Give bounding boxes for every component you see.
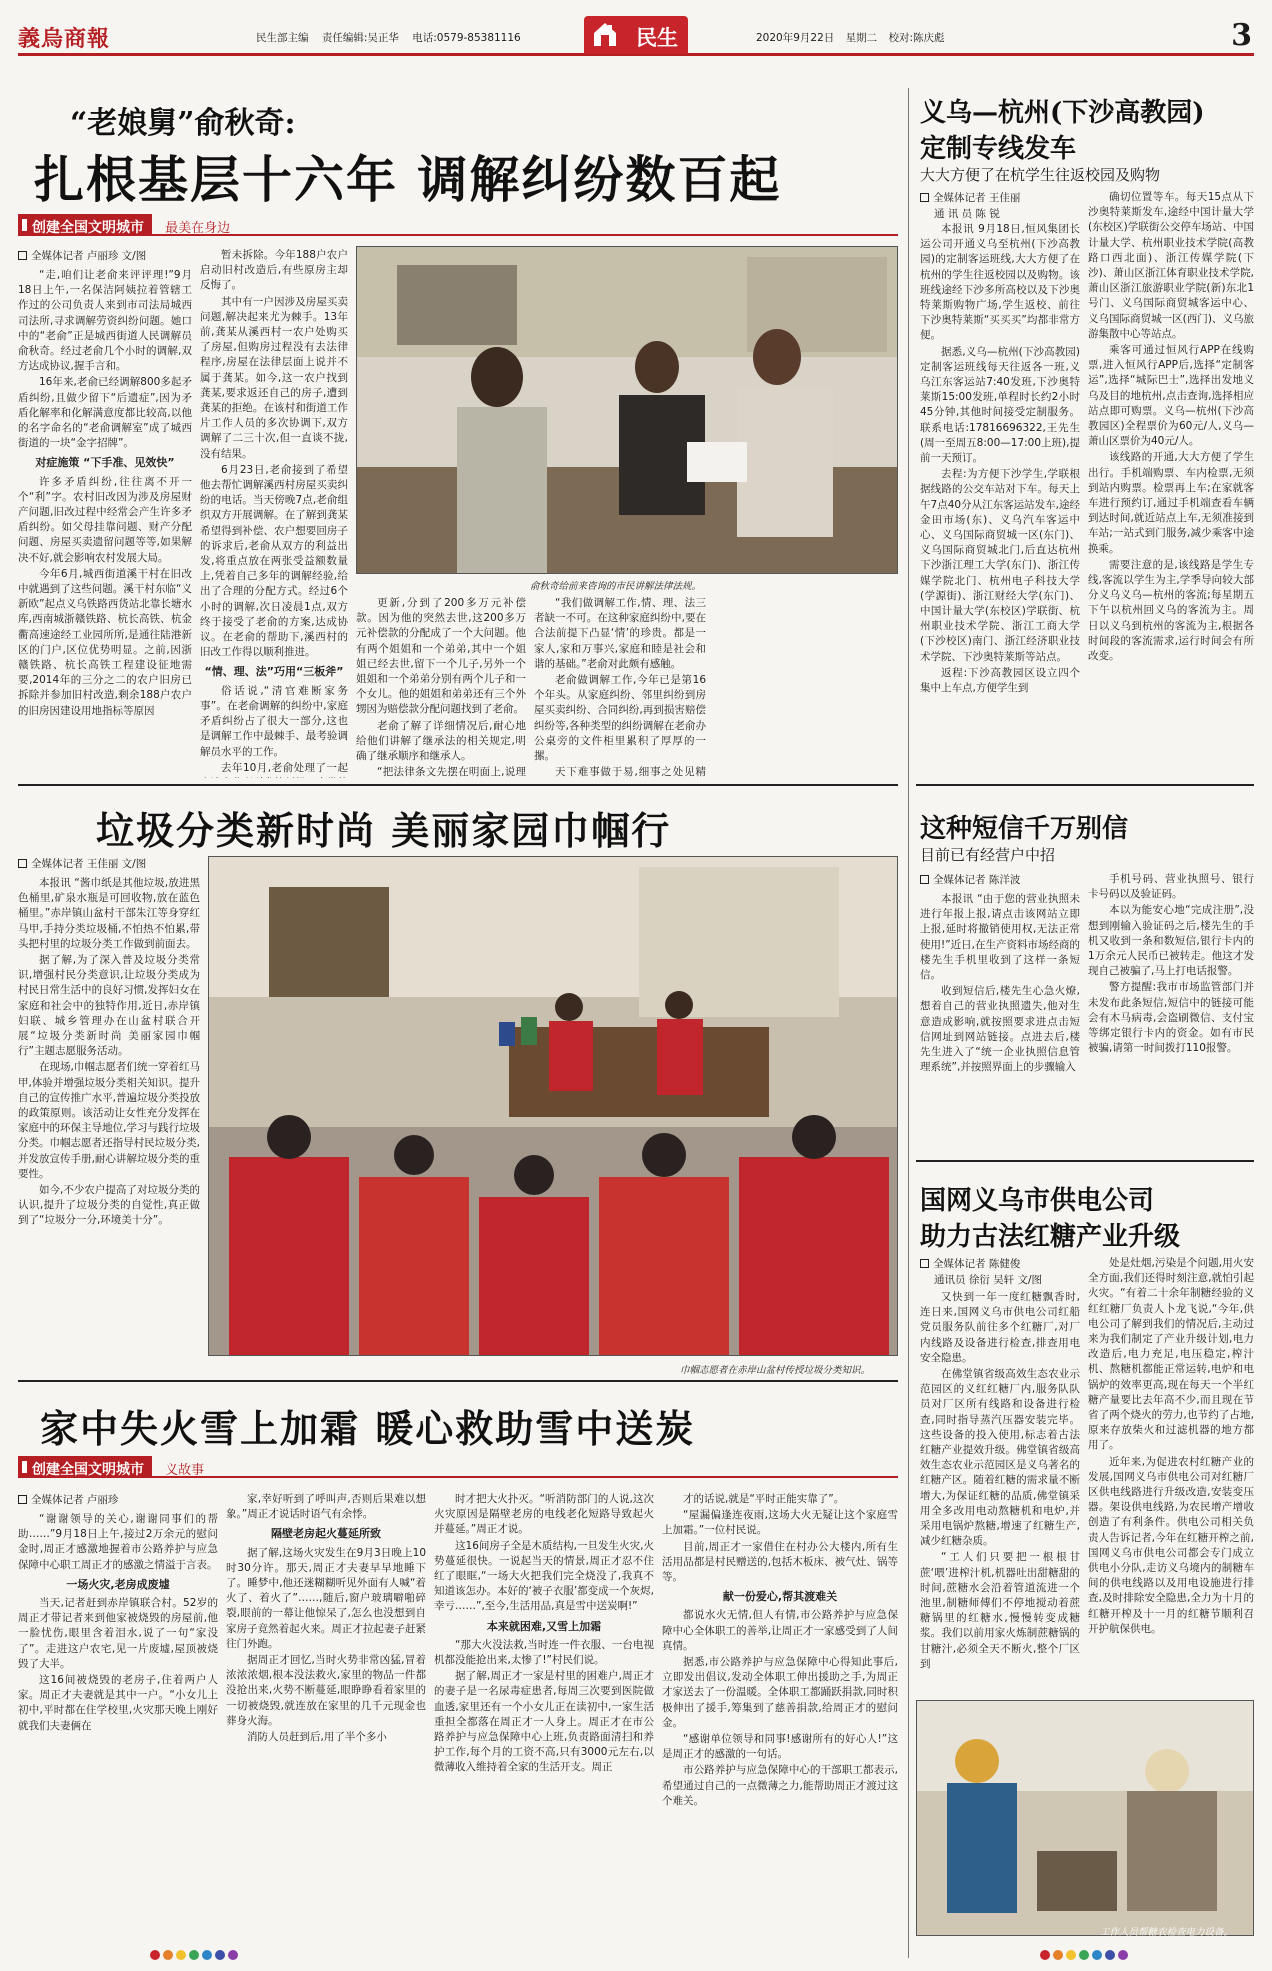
paragraph: 俗话说,“清官难断家务事”。在老俞调解的纠纷中,家庭矛盾纠纷占了很大一部分,这也是调解工作中最棘手、最考验调解员水平的工作。 <box>200 684 348 758</box>
story3-column-2 <box>1088 872 1254 1154</box>
story1-column-4 <box>534 596 706 778</box>
paragraph: 该线路的开通,大大方便了学生出行。手机端购票、车内检票,无须到站内购票。检票再上车;在家就客车进行预约订,通过手机端查看车辆到达时间,就近站点上车,无须准接到车站;一站式到门服务,减少乘客中途换乘。 <box>1088 451 1254 555</box>
paragraph: 如今,不少农户提高了对垃圾分类的认识,提升了垃圾分类的自觉性,真正做到了“垃圾分一分,环境美十分”。 <box>18 1184 200 1227</box>
story1-column-2 <box>200 248 348 778</box>
story6-column-2 <box>226 1492 426 1942</box>
story5-caption: 工作人员帮糖农检查电力设备。 <box>1100 1927 1234 1938</box>
masthead <box>18 18 1254 56</box>
editor: 民生部主编 <box>256 32 309 44</box>
paragraph: 16年来,老俞已经调解800多起矛盾纠纷,且做少留下“后遗症”,因为矛盾化解率和化解满意度都比较高,以他的名字命名的“老俞调解室”成了城西街道的一块“金字招牌”。 <box>18 376 192 450</box>
mediation-scene-image <box>357 247 898 574</box>
story1-caption: 俞秋奇给前来咨询的市民讲解法律法规。 <box>530 581 702 592</box>
paragraph: 老俞做调解工作,今年已是第16个年头。从家庭纠纷、邻里纠纷到房屋买卖纠纷、合同纠纷,再到损害赔偿纠纷等,各种类型的纠纷调解在老俞办公桌旁的文件柜里累积了厚厚的一摞。 <box>534 674 706 763</box>
paragraph: 去程:为方便下沙学生,学联根据线路的公交车站对下车。每天上午7点40分从江东客运站发车,途经金田市场(东)、义乌汽车客运中心、义乌国际商贸城一区(东门)、义乌国际商贸城北门,后直达杭州下沙浙江理工大学(东门)、浙江传媒学院北门、杭州电子科技大学(学源街)、浙江财经大学(东门)、中国计量大学(东校区)学联街、杭州职业技术学院、浙江工商大学(下沙校区)南门、浙江经济职业技术学院、下沙奥特莱斯等站点。 <box>920 468 1080 663</box>
story1-section-sub: 最美在身边 <box>165 221 231 236</box>
paragraph: 据悉,义乌—杭州(下沙高教园)定制客运班线每天往返各一班,义乌江东客运站7:40发班,下沙奥特莱斯15:00发班,单程时长约2小时45分钟,其他时间接受定制服务。联系电话:17816696322,王先生(周一至周五8:00—17:00上班),提前一天预订。 <box>920 345 1080 465</box>
footer-dots-left <box>150 1950 238 1960</box>
story5-column-2 <box>1088 1256 1254 1686</box>
section-name: 民生 <box>636 26 678 50</box>
paragraph: “那大火没法救,当时连一件衣服、一台电视机都没能抢出来,太惨了!”村民们说。 <box>434 1638 654 1667</box>
paragraph: 在佛堂镇省级高效生态农业示范园区的义红红糖厂内,服务队队员对厂区所有线路和设备进行检查,同时指导蒸汽压器安装完毕。这些设备的投入使用,标志着古法红糖产业提效升级。佛堂镇省级高效生态农业示范园区是义乌著名的红糖产区。随着红糖的需求量不断增大,为保证红糖的品质,佛堂镇采用全多改用电动熬糖机和电炉,并采用电锅炉熬糖,增速了红糖生产,减少红糖杂质。 <box>920 1368 1080 1548</box>
paragraph: 手机号码、营业执照号、银行卡号码以及验证码。 <box>1088 873 1254 901</box>
paragraph: 乘客可通过恒风行APP在线购票,进入恒风行APP后,选择“定制客运”,选择“城际巴士”,选择出发地义乌及目的地杭州,点击查询,选择相应站点即可购票。义乌—杭州(下沙高教园区)全程票价为60元/人,义乌—萧山区票价为40元/人。 <box>1088 344 1254 448</box>
phone: 电话:0579-85381116 <box>412 32 521 44</box>
paragraph: 需要注意的是,该线路是学生专线,客流以学生为主,学季导向较大部分义乌义乌—杭州的客流;每星期五下午以杭州回义乌的客流为主。周日以义乌到杭州的客流为主,根据各时间段的客流需求,运行时间会有所改变。 <box>1088 558 1254 663</box>
subhead: 一场火灾,老房成废墟 <box>66 1577 170 1591</box>
story4-caption: 巾帼志愿者在赤岸山盆村传授垃圾分类知识。 <box>680 1365 871 1376</box>
paragraph: 暂未拆除。今年188户农户启动旧村改造后,有些原房主却反悔了。 <box>200 249 348 292</box>
story5-headline: 国网义乌市供电公司 <box>920 1186 1155 1216</box>
paragraph: 老俞了解了详细情况后,耐心地给他们讲解了继承法的相关规定,明确了继承顺序和继承人。 <box>356 719 526 763</box>
paragraph: “谢谢领导的关心,谢谢同事们的帮助……”9月18日上午,接过2万余元的慰问金时,周正才感激地握着市公路养护与应急保障中心职工周正才的感激之情溢于言表。 <box>18 1513 218 1571</box>
story4-byline: 全媒体记者 王佳丽 文/图 <box>18 856 146 871</box>
duty-editor: 责任编辑:吴正华 <box>321 32 399 44</box>
story4-headline: 垃圾分类新时尚 美丽家园巾帼行 <box>96 808 672 853</box>
story2-byline-2: 通 讯 员 陈 锐 <box>934 208 1000 220</box>
subhead: “情、理、法”巧用“三板斧” <box>204 665 344 679</box>
section-rule <box>18 1380 898 1382</box>
paragraph: 6月23日,老俞接到了希望他去帮忙调解溪西村房屋买卖纠纷的电话。当天傍晚7点,老俞组织双方开展调解。在了解到龚某希望得到补偿、农户想要回房子的诉求后,老俞从双方的利益出发,将重点放在两张受益额数量上,凭着自己多年的调解经验,给出了合理的分配方式。经过6个小时的调解,次日凌晨1点,双方终于接受了老俞的方案,达成协议。在老俞的帮助下,溪西村的旧改工作得以顺利推进。 <box>200 463 348 659</box>
story2-headline: 义乌—杭州(下沙高教园) <box>920 98 1205 128</box>
section-badge <box>584 16 688 54</box>
story6-byline: 全媒体记者 卢丽珍 <box>18 1492 118 1507</box>
paragraph: “我们做调解工作,情、理、法三者缺一不可。在这种家庭纠纷中,要在合法前提下凸显‘情’的珍贵。都是一家人,家和万事兴,家庭和睦是社会和谐的基础。”老俞对此颇有感触。 <box>534 597 706 670</box>
story5-photo <box>916 1700 1254 1936</box>
weekday: 星期二 <box>845 32 878 44</box>
story6-section-bar <box>18 1456 898 1478</box>
paragraph: 家,幸好听到了呼叫声,否则后果难以想象。”周正才说话时语气有余悸。 <box>226 1493 426 1521</box>
paragraph: 据了解,为了深入普及垃圾分类常识,增强村民分类意识,让垃圾分类成为村民日常生活中的良好习惯,发挥妇女在家庭和社会中的独特作用,近日,赤岸镇妇联、城乡管理办在山盆村联合开展“垃圾分类新时尚 美丽家园巾帼行”主题志愿服务活动。 <box>18 954 200 1058</box>
paragraph: 许多矛盾纠纷,往往离不开一个“利”字。农村旧改因为涉及房屋财产问题,旧改过程中经常会产生许多矛盾纠纷。如父母挂靠问题、财产分配问题、房屋买卖遗留问题等等,如果解决不好,就会影响农村发展大局。 <box>18 475 192 564</box>
story2-byline: 全媒体记者 王佳丽 <box>920 190 1020 205</box>
story1-photo <box>356 246 898 574</box>
section-rule <box>18 784 898 786</box>
paragraph: 确切位置等车。每天15点从下沙奥特莱斯发车,途经中国计量大学(东校区)学联街公交停车场站、中国计量大学、杭州职业技术学院(高教路口西北面)、浙江传媒学院(下沙)、萧山区浙江体育职业技术学院,萧山区浙江旅游职业学院(新)东北1号门、义乌国际商贸城客运中心、义乌国际商贸城一区(西门)、义乌旅游集散中心等站点。 <box>1088 191 1254 340</box>
paper-name: 義烏商報 <box>18 26 111 52</box>
story2-column-1 <box>920 222 1080 778</box>
civilized-city-tag: 创建全国文明城市 <box>18 214 152 236</box>
paragraph: 都说水火无情,但人有情,市公路养护与应急保障中心全体职工的善举,让周正才一家感受到了人间真情。 <box>662 1609 898 1652</box>
paragraph: 据了解,这场火灾发生在9月3日晚上10时30分许。那天,周正才夫妻早早地睡下了。睡梦中,他还迷糊糊听见外面有人喊“着火了、着火了”……,随后,窗户玻璃噼啪碎裂,眼前的一幕让他惊呆了,怎么也没想到自家房子竟然着起火来。周正才拉起妻子赶紧往门外跑。 <box>226 1546 426 1650</box>
paragraph: 更新,分到了200多万元补偿款。因为他的突然去世,这200多万元补偿款的分配成了一个大问题。他有两个姐姐和一个弟弟,其中一个姐姐已经去世,留下一个儿子,另外一个姐姐和一个弟弟分别有两个儿子和一个女儿。他的姐姐和弟弟还有三个外甥因为赔偿款分配问题找到了老俞。 <box>356 597 526 716</box>
paragraph: 本以为能安心地“完成注册”,没想到刚输入验证码之后,楼先生的手机又收到一条和数短信,银行卡内的1万余元人民币已被转走。他这才发现自己被骗了,马上打电话报警。 <box>1088 904 1254 978</box>
paragraph: 消防人员赶到后,用了半个多小 <box>247 1731 387 1744</box>
volunteers-scene-image <box>209 857 898 1356</box>
footer-dots-right <box>1040 1950 1128 1960</box>
paragraph: 目前,周正才一家借住在村办公大楼内,所有生活用品都是村民赠送的,包括木板床、被气灶、锅等等。 <box>662 1540 898 1584</box>
story6-column-4 <box>662 1492 898 1942</box>
story6-section-sub: 义故事 <box>165 1463 205 1478</box>
paragraph: “走,咱们让老俞来评评理!”9月18日上午,一名保洁阿姨拉着管辖工作过的公司负责人来到市司法局城西司法所,寻求调解劳资纠纷问题。她口中的“老俞”正是城西街道人民调解员俞秋奇。经过老俞几个小时的调解,双方达成协议,握手言和。 <box>18 269 192 373</box>
issue-date: 2020年9月22日 <box>756 32 835 44</box>
paragraph: 今年6月,城西街道溪干村在旧改中就遇到了这些问题。溪干村东临“义新欧”起点义乌铁路西货站北靠长塘水库,西南城浙赣铁路、杭长高铁、杭金衢高速途经工业园所所,是通往陆港新区的门户,区位优势明显。之前,因浙赣铁路、杭长高铁工程建设征地需要,2014年的三分之二的农户旧房已拆除并参加旧村改造,剩余188户农户的旧房因建设用地指标等原因 <box>18 567 192 717</box>
paragraph: “感谢单位领导和同事!感谢所有的好心人!”这是周正才的感激的一句话。 <box>662 1733 898 1761</box>
page-number: 3 <box>1231 18 1252 53</box>
paragraph: 这16间房子全是木质结构,一旦发生火灾,火势蔓延很快。一说起当天的情景,周正才忍不住红了眼眶,“一场大火把我们完全烧没了,我真不知道该怎办。本好的‘被子衣服’都变成一个灰烬,幸亏……”,至今,生活用品,真是雪中送炭啊!” <box>434 1539 654 1613</box>
column-divider <box>908 88 909 1958</box>
paragraph: 本报讯 “酱巾纸是其他垃圾,放进黑色桶里,矿泉水瓶是可回收物,放在蓝色桶里。”赤岸镇山盆村干部朱江等身穿红马甲,手持分类垃圾桶,不怕热不怕累,带头把村里的垃圾分类工作做到前面去。 <box>18 877 200 950</box>
story5-byline: 全媒体记者 陈健俊 <box>920 1256 1020 1271</box>
paragraph: 又快到一年一度红糖飘香时,连日来,国网义乌市供电公司红船党员服务队前往多个红糖厂,对厂内线路及设备进行检查,排查用电安全隐患。 <box>920 1291 1080 1364</box>
paragraph: 处是灶烟,污染是个问题,用火安全方面,我们还得时刻注意,就怕引起火灾。“有着二十余年制糖经验的义红红糖厂负责人卜龙飞说,“今年,供电公司了解到我们的情况后,主动过来为我们制定了产业升级计划,电力改造后,电力充足,电压稳定,榨汁机、熬糖机都能正常运转,电炉和电锅炉的效率更高,现在每天一个半红糖产量要比去年高不少,而且现在节省了两个烧火的劳力,也节约了占地,原来存放柴火和过滤机器的地方都用了。 <box>1088 1257 1254 1452</box>
subhead: 隔壁老房起火蔓延所致 <box>271 1527 381 1541</box>
story1-column-1 <box>18 268 192 778</box>
story1-column-3 <box>356 596 526 778</box>
paragraph: “屋漏偏逢连夜雨,这场大火无疑让这个家庭雪上加霜。”一位村民说。 <box>662 1509 898 1537</box>
story3-byline: 全媒体记者 陈洋波 <box>920 872 1020 887</box>
paragraph: 在现场,巾帼志愿者们统一穿着红马甲,体验并增强垃圾分类相关知识。提升自己的宣传推广水平,普遍垃圾分类投放的政策原则。该活动让女性充分发挥在家庭中的环保主导地位,学习与践行垃圾分类。巾帼志愿者还指导村民垃圾分类,并发放宣传手册,耐心讲解垃圾分类的重要性。 <box>18 1061 200 1180</box>
paragraph: 市公路养护与应急保障中心的干部职工都表示,希望通过自己的一点微薄之力,能帮助周正才渡过这个难关。 <box>662 1764 898 1807</box>
paragraph: 去年10月,老俞处理了一起 <box>221 761 348 774</box>
story6-column-1 <box>18 1512 218 1942</box>
paragraph: 才的话说,就是“平时正能实靠了”。 <box>683 1493 845 1505</box>
masthead-date <box>756 30 953 45</box>
story2-deck: 大大方便了在杭学生往返校园及购物 <box>920 166 1161 184</box>
story3-headline: 这种短信千万别信 <box>920 814 1129 844</box>
paragraph: 据悉,市公路养护与应急保障中心得知此事后,立即发出倡议,发动全体职工伸出援助之手,为周正才家送去了一份温暖。全体职工都踊跃捐款,同时积极伸出了援手,筹集到了慈善捐款,给周正才的慰问金。 <box>662 1656 898 1729</box>
paragraph: “工人们只要把一根根甘蔗‘喂’进榨汁机,机器吐出甜糖甜的时间,蔗糖水会沿着管道流进一个池里,制糖师傅们不停地搅动着蔗糖锅里的红糖水,慢慢转变成糖浆。我们以前用家火炼制蔗糖锅的甘糖汁,必须全天不断火,整个厂区到 <box>920 1551 1080 1670</box>
story3-column-1 <box>920 892 1080 1154</box>
paragraph: 本报讯 “由于您的营业执照未进行年报上报,请点击该网站立即上报,延时将撤销使用权,无法正常使用!”近日,在生产资料市场经商的楼先生手机里收到了这样一条短信。 <box>920 893 1080 982</box>
paragraph: “把法律条文先摆在明面上,说理 <box>377 766 526 778</box>
story4-column-1 <box>18 876 200 1362</box>
story5-column-1 <box>920 1290 1080 1686</box>
paragraph: 天下难事做于易,细事之处见精 <box>555 766 706 778</box>
paragraph: 警方提醒:我市市场监管部门并未发布此条短信,短信中的链接可能会有木马病毒,会盗刷微信、支付宝等绑定银行卡内的资金。如有市民被骗,请第一时间拨打110报警。 <box>1088 981 1254 1055</box>
story4-photo <box>208 856 898 1356</box>
story5-headline-2: 助力古法红糖产业升级 <box>920 1222 1181 1252</box>
subhead: 献一份爱心,帮其渡难关 <box>722 1590 838 1604</box>
story6-column-3 <box>434 1492 654 1942</box>
house-icon <box>592 21 618 47</box>
paragraph: 本报讯 9月18日,恒风集团长运公司开通义乌至杭州(下沙高教园)的定制客运班线,大大方便了在杭州的学生往返校园以及购物。该班线途经下沙多所高校以及下沙奥特莱斯购物广场,学生返校、前往下沙奥特莱斯“买买买”均都非常方便。 <box>920 223 1080 342</box>
story5-byline-2: 通讯员 徐衍 吴轩 文/图 <box>934 1274 1043 1286</box>
story3-deck: 目前已有经营户中招 <box>920 846 1056 864</box>
masthead-meta <box>256 30 531 45</box>
paragraph: 据周正才回忆,当时火势非常凶猛,冒着浓浓浓烟,根本没法救火,家里的物品一件都没抢出来,火势不断蔓延,眼睁睁看着家里的一切被烧毁,就连放在家里的几千元现金也葬身火海。 <box>226 1654 426 1727</box>
subhead: 本来就困难,又雪上加霜 <box>486 1619 602 1633</box>
paragraph: 返程:下沙高教园区设立四个集中上车点,方便学生到 <box>920 666 1080 695</box>
story1-byline: 全媒体记者 卢丽珍 文/图 <box>18 248 146 263</box>
story2-column-2 <box>1088 190 1254 778</box>
story6-headline: 家中失火雪上加霜 暖心救助雪中送炭 <box>40 1406 696 1451</box>
subhead: 对症施策 “下手准、见效快” <box>35 456 175 470</box>
paragraph: 据了解,周正才一家是村里的困难户,周正才的妻子是一名尿毒症患者,每周三次要到医院做血透,家里还有一个小女儿正在读初中,一家生活重担全都落在周正才一人身上。周正才在市公路养护与应急保障中心上班,负责路面清扫和养护工作,每个月的工资不高,只有3000元左右,以微薄收入维持着全家的生活开支。周正 <box>434 1670 654 1774</box>
story1-headline: 扎根基层十六年 调解纠纷数百起 <box>34 150 782 209</box>
paragraph: 近年来,为促进农村红糖产业的发展,国网义乌市供电公司对红糖厂区供电线路进行升级改造,安装变压器。架设供电线路,为农民增产增收创造了有利条件。供电公司相关负责人告诉记者,今年在红糖开榨之前,国网义乌市供电公司都会专门成立供电小分队,走访义乌境内的制糖车间的供电线路以及用电设施进行排查,及时排除安全隐患,全力为十月的红糖开榨及十一月的红糖节顺利召开护航保供电。 <box>1088 1455 1254 1635</box>
paragraph: 这16间被烧毁的老房子,住着两户人家。周正才夫妻就是其中一户。“小女儿上初中,平时都在住学校里,火灾那天晚上刚好就我们夫妻俩在 <box>18 1674 218 1732</box>
paragraph: 时才把大火扑灭。“听消防部门的人说,这次火灾原因是隔壁老房的电线老化短路导致起火并蔓延。”周正才说。 <box>434 1493 654 1536</box>
story2-headline-2: 定制专线发车 <box>920 134 1077 164</box>
story1-kicker: “老娘舅”俞秋奇: <box>70 106 296 141</box>
civilized-city-tag: 创建全国文明城市 <box>18 1456 152 1478</box>
proofreader: 校对:陈庆彪 <box>888 32 945 44</box>
paragraph: 其中有一户因涉及房屋买卖问题,解决起来尤为棘手。13年前,龚某从溪西村一农户处购买了房屋,但购房过程没有去法律程序,房屋在法律层面上说并不属于龚某。如今,这一农户找到龚某,要求返还自己的房子,遭到龚某的拒绝。在该村和街道工作片工作人员的多次协调下,双方调解了二三十次,但一直谈不拢,没有结果。 <box>200 295 348 460</box>
section-rule <box>916 1160 1254 1162</box>
story1-section-bar <box>18 214 898 236</box>
paragraph: 收到短信后,楼先生心急火燎,想着自己的营业执照遗失,他对生意造成影响,就按照要求进点击短信网址到网站链接。点进去后,楼先生进入了“统一企业执照信息管理系统”,并按照界面上的步骤输入 <box>920 985 1080 1074</box>
section-rule <box>916 784 1254 786</box>
sugar-factory-image <box>917 1701 1254 1936</box>
paragraph: 当天,记者赶到赤岸镇联合村。52岁的周正才带记者来到他家被烧毁的房屋前,他一脸忧伤,眼里含着泪水,说了一句“家没了”。走进这户农宅,见一片废墟,屋顶被烧毁了大半。 <box>18 1597 218 1670</box>
